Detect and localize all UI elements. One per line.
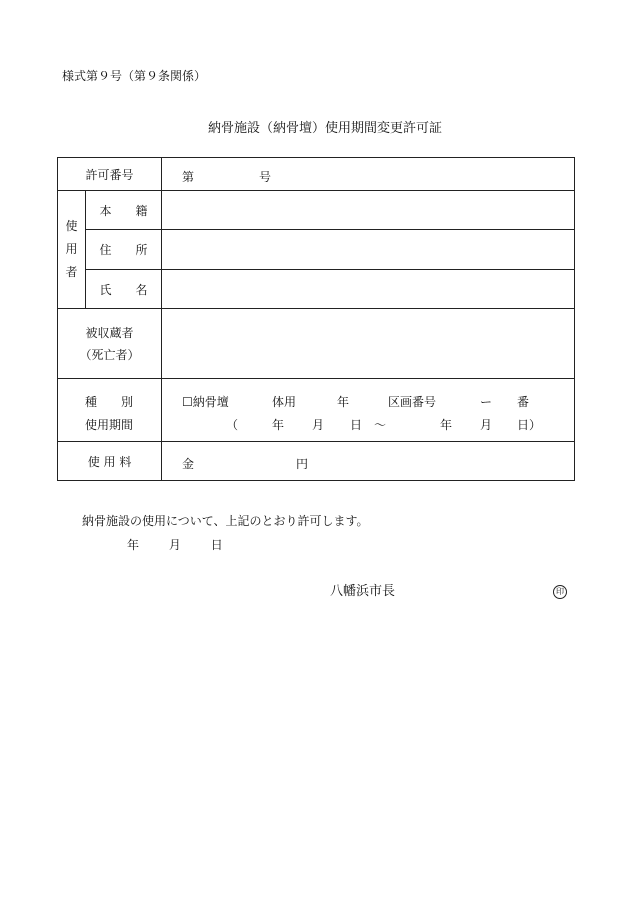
section-number-unit: 番 (517, 395, 530, 409)
document-title: 納骨施設（納骨壇）使用期間変更許可証 (208, 121, 443, 136)
type-label: 種 別 (85, 395, 134, 409)
type-period-row (58, 379, 575, 442)
fee-unit: 円 (296, 457, 309, 471)
period-to-year: 年 (440, 418, 453, 432)
period-from-month: 月 (312, 418, 325, 432)
issue-date-day: 日 (210, 538, 223, 552)
period-open-paren: （ (226, 418, 239, 432)
issue-date-year: 年 (127, 538, 140, 552)
user-group-char-3: 者 (65, 265, 78, 279)
period-label: 使用期間 (85, 418, 134, 432)
name-label: 氏 名 (86, 270, 162, 309)
deceased-value (162, 309, 575, 379)
fee-value (162, 442, 575, 481)
permit-table (57, 157, 575, 481)
user-group-label (58, 191, 86, 309)
fee-prefix: 金 (182, 457, 195, 471)
address-label: 住 所 (86, 230, 162, 270)
seal-mark (553, 579, 567, 599)
type-period-label (58, 379, 162, 442)
domicile-row (58, 191, 575, 230)
issuer-name: 八幡浜市長 (330, 584, 396, 599)
type-year-unit: 年 (337, 395, 350, 409)
user-group-char-2: 用 (65, 242, 78, 256)
name-value (162, 270, 575, 309)
period-to-day: 日） (517, 418, 542, 432)
period-from-day: 日 ～ (350, 418, 387, 432)
permission-statement: 納骨施設の使用について、上記のとおり許可します。 (82, 514, 369, 528)
section-number-label: 区画番号 (388, 395, 437, 409)
permit-number-suffix: 号 (259, 170, 272, 184)
seal-icon: 印 (553, 585, 567, 599)
domicile-value (162, 191, 575, 230)
fee-label: 使 用 料 (58, 442, 162, 481)
permit-number-row (58, 158, 575, 191)
address-value (162, 230, 575, 270)
deceased-label (58, 309, 162, 379)
address-row (58, 230, 575, 270)
urn-niche-checkbox[interactable]: ☐納骨壇 (182, 395, 229, 409)
period-from-year: 年 (272, 418, 285, 432)
form-number-label: 様式第９号（第９条関係） (62, 69, 207, 83)
domicile-label: 本 籍 (86, 191, 162, 230)
section-dash: ー (480, 395, 493, 409)
user-group-char-1: 使 (65, 219, 78, 233)
period-to-month: 月 (480, 418, 493, 432)
deceased-label-line-1: 被収蔵者 (85, 325, 134, 340)
permit-number-value (162, 158, 575, 191)
name-row (58, 270, 575, 309)
issue-date-month: 月 (168, 538, 181, 552)
type-period-value (162, 379, 575, 442)
permit-number-label: 許可番号 (58, 158, 162, 191)
issue-date (127, 536, 223, 553)
deceased-label-line-2: （死亡者） (79, 347, 140, 362)
type-body-unit: 体用 (272, 395, 297, 409)
permit-number-prefix: 第 (182, 170, 195, 184)
fee-row (58, 442, 575, 481)
deceased-row (58, 309, 575, 379)
